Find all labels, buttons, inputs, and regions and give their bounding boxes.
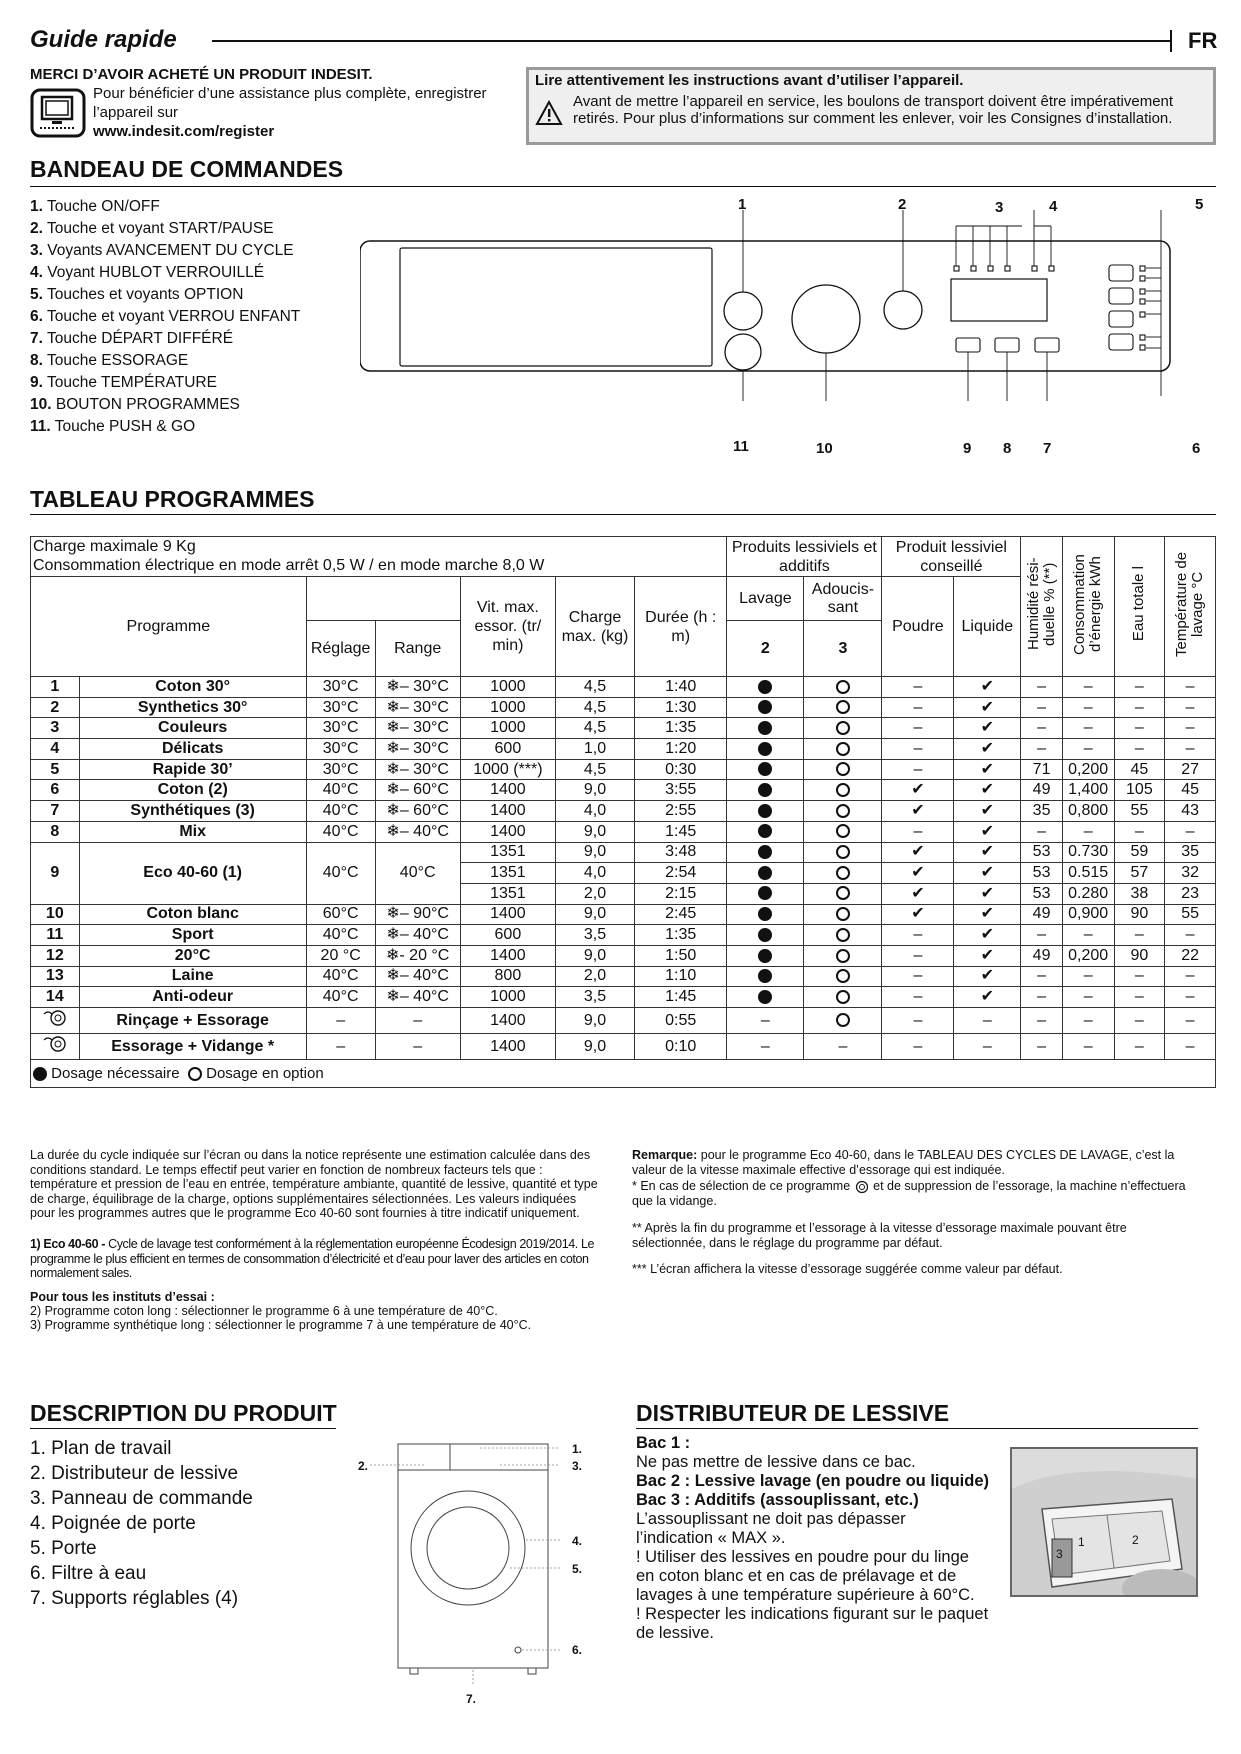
table-row: 14 Anti-odeur 40°C ❄– 40°C 1000 3,5 1:45 – ✔ – – – – (31, 987, 1216, 1008)
dosage-required-icon (758, 990, 772, 1004)
notes-remarque: Remarque: pour le programme Eco 40-60, dans le TABLEAU DES CYCLES DE LAVAGE, c’est la valeur de la vitesse maximale effective d’essorage qui est indiquée. (632, 1148, 1175, 1177)
monitor-icon (30, 88, 86, 145)
table-row: 10 Coton blanc 60°C ❄– 90°C 1400 9,0 2:45 ✔ ✔ 49 0,900 90 55 (31, 904, 1216, 925)
header-produit-conseille: Produit lessiviel conseillé (882, 537, 1021, 577)
panel-legend-item: 8. Touche ESSORAGE (30, 352, 189, 369)
dosage-optional-icon (836, 680, 850, 694)
detergent-drawer-image (1010, 1447, 1198, 1597)
header-duree: Durée (h : m) (635, 577, 727, 677)
header-programme: Programme (31, 577, 307, 677)
callout-6: 6 (1192, 440, 1201, 457)
table-row: 1 Coton 30° 30°C ❄– 30°C 1000 4,5 1:40 – ✔ – – – – (31, 677, 1216, 698)
panel-legend-item: 10. BOUTON PROGRAMMES (30, 396, 240, 413)
warning-line-1: Avant de mettre l’appareil en service, les boulons de transport doivent être impérativement (573, 93, 1174, 110)
header-liquide: Liquide (954, 577, 1021, 677)
dosage-required-icon (758, 824, 772, 838)
warning-box (526, 67, 1216, 145)
dosage-required-icon (758, 845, 772, 859)
panel-legend-list (30, 196, 300, 438)
callout-4: 4 (1049, 198, 1058, 215)
dosage-required-icon (758, 928, 772, 942)
desc-callout-1: 1. (572, 1442, 583, 1456)
description-item: 3. Panneau de commande (30, 1488, 253, 1509)
header-range: Range (375, 621, 460, 677)
dosage-required-icon (758, 804, 772, 818)
spin-drain-icon (40, 1041, 70, 1058)
header-poudre: Poudre (882, 577, 954, 677)
dosage-optional-icon (836, 783, 850, 797)
notes-star-1: * En cas de sélection de ce programme et de suppression de l’essorage, la machine n’effectuera que la vidange. (632, 1179, 1186, 1208)
table-row: 3 Couleurs 30°C ❄– 30°C 1000 4,5 1:35 – ✔ – – – – (31, 718, 1216, 739)
charge-max: Charge maximale 9 Kg (33, 538, 196, 555)
desc-callout-7: 7. (466, 1692, 477, 1706)
description-item: 1. Plan de travail (30, 1438, 172, 1459)
dosage-optional-icon (836, 762, 850, 776)
notes-star-2: ** Après la fin du programme et l’essorage à la vitesse d’essorage maximale pouvant être sélectionnée, dans le réglage du programme par défaut. (632, 1221, 1127, 1250)
dosage-legend: Dosage nécessaire Dosage en option (31, 1060, 1216, 1088)
table-row: Essorage + Vidange * – – 1400 9,0 0:10 – – – – – – – – (31, 1034, 1216, 1060)
callout-7: 7 (1043, 440, 1052, 457)
table-row: 8 Mix 40°C ❄– 40°C 1400 9,0 1:45 – ✔ – – – – (31, 821, 1216, 842)
page-title: Guide rapide (30, 26, 177, 53)
description-item: 5. Porte (30, 1538, 97, 1559)
dosage-optional-icon (836, 949, 850, 963)
header-conso-kwh: Consommation d’énergie kWh (1071, 553, 1105, 655)
table-row: 9 Eco 40-60 (1) 40°C 40°C 1351 9,0 3:48 ✔ ✔ 53 0.730 59 35 (31, 842, 1216, 863)
table-row: 6 Coton (2) 40°C ❄– 60°C 1400 9,0 3:55 ✔ ✔ 49 1,400 105 45 (31, 780, 1216, 801)
panel-legend-item: 5. Touches et voyants OPTION (30, 286, 244, 303)
description-list (30, 1436, 253, 1611)
panel-legend-item: 1. Touche ON/OFF (30, 198, 160, 215)
callout-3: 3 (995, 199, 1004, 216)
header-lavage: Lavage (727, 577, 804, 621)
description-item: 2. Distributeur de lessive (30, 1463, 239, 1484)
header-bac-3: 3 (804, 621, 882, 677)
header-charge: Charge max. (kg) (556, 577, 635, 677)
panel-legend-item: 7. Touche DÉPART DIFFÉRÉ (30, 330, 234, 347)
spin-icon (854, 1180, 870, 1194)
dosage-optional-icon (836, 824, 850, 838)
header-temperature: Température de lavage °C (1173, 551, 1207, 657)
desc-callout-2: 2. (358, 1459, 369, 1473)
description-item: 6. Filtre à eau (30, 1563, 147, 1584)
callout-5: 5 (1195, 196, 1204, 213)
desc-callout-4: 4. (572, 1534, 583, 1548)
callout-9: 9 (963, 440, 972, 457)
notes-eco: 1) Eco 40-60 - Cycle de lavage test conformément à la réglementation européenne Écodesign 2019/2014. Le programme le plus efficient en termes de consommation d’électricité et d’eau pour laver des articles en coton normalement sales. (30, 1237, 595, 1280)
table-row: Rinçage + Essorage – – 1400 9,0 0:55 – – – – – – – (31, 1008, 1216, 1034)
dosage-optional-icon (836, 700, 850, 714)
panel-legend-item: 4. Voyant HUBLOT VERROUILLÉ (30, 264, 265, 281)
washing-machine-diagram (350, 1440, 590, 1695)
desc-callout-6: 6. (572, 1643, 583, 1657)
notes-institutes-1: 2) Programme coton long : sélectionner le programme 6 à une température de 40°C. (30, 1304, 498, 1318)
dosage-required-icon (758, 742, 772, 756)
dosage-optional-icon (836, 804, 850, 818)
header-vit: Vit. max. essor. (tr/ min) (460, 577, 555, 677)
description-item: 7. Supports réglables (4) (30, 1588, 239, 1609)
table-row: 7 Synthétiques (3) 40°C ❄– 60°C 1400 4,0 2:55 ✔ ✔ 35 0,800 55 43 (31, 801, 1216, 822)
language-code: FR (1188, 28, 1218, 53)
callout-11: 11 (733, 438, 749, 455)
header-produits: Produits lessiviels et additifs (727, 537, 882, 577)
dosage-optional-icon (836, 721, 850, 735)
dosage-required-icon (758, 907, 772, 921)
table-row: 11 Sport 40°C ❄– 40°C 600 3,5 1:35 – ✔ – – – – (31, 925, 1216, 946)
header-reglage: Réglage (306, 621, 375, 677)
control-panel-diagram (360, 196, 1220, 471)
panel-legend-item: 11. Touche PUSH & GO (30, 418, 196, 435)
thanks-text: MERCI D’AVOIR ACHETÉ UN PRODUIT INDESIT. (30, 66, 373, 83)
table-heading: TABLEAU PROGRAMMES (30, 486, 315, 512)
table-row: 4 Délicats 30°C ❄– 30°C 600 1,0 1:20 – ✔ – – – – (31, 739, 1216, 760)
desc-callout-5: 5. (572, 1562, 583, 1576)
dosage-required-icon (33, 1067, 47, 1081)
callout-1: 1 (738, 196, 747, 213)
dosage-optional-icon (836, 845, 850, 859)
dosage-required-icon (758, 680, 772, 694)
distributor-heading: DISTRIBUTEUR DE LESSIVE (636, 1400, 950, 1426)
header-adoucissant: Adoucis- sant (804, 577, 882, 621)
dosage-optional-icon (836, 886, 850, 900)
panel-legend-item: 3. Voyants AVANCEMENT DU CYCLE (30, 242, 294, 259)
desc-callout-3: 3. (572, 1459, 583, 1473)
header-humidite: Humidité rési- duelle % (**) (1024, 557, 1058, 651)
notes-duration: La durée du cycle indiquée sur l’écran ou dans la notice représente une estimation calculée dans des conditions standard. Le temps effectif peut varier en fonction de nombreux facteurs tels que : température et pression de l’eau en entrée, température ambiante, quantité de lessive, quantité et type de charge, équilibrage de la charge, options supplémentaires sélectionnées. Les valeurs indiquées pour les programmes autres que le programme Eco 40-60 sont fournies à titre indicatif uniquement. (30, 1148, 598, 1220)
warning-line-2: retirés. Pour plus d’informations sur comment les enlever, voir les Consignes d’installation. (573, 110, 1173, 127)
header-bac-2: 2 (727, 621, 804, 677)
header-eau: Eau totale l (1130, 566, 1148, 642)
dosage-required-icon (758, 866, 772, 880)
notes-star-3: *** L’écran affichera la vitesse d’essorage suggérée comme valeur par défaut. (632, 1262, 1063, 1276)
warning-icon (535, 100, 563, 130)
rinse-spin-icon (40, 1015, 70, 1032)
callout-10: 10 (816, 440, 833, 457)
dosage-optional-icon (188, 1067, 202, 1081)
callout-2: 2 (898, 196, 907, 213)
dosage-required-icon (758, 949, 772, 963)
callout-8: 8 (1003, 440, 1012, 457)
panel-heading: BANDEAU DE COMMANDES (30, 156, 344, 182)
dosage-optional-icon (836, 969, 850, 983)
dosage-required-icon (758, 783, 772, 797)
dosage-optional-icon (836, 866, 850, 880)
register-line-2: l’appareil sur (93, 104, 179, 121)
table-row: 12 20°C 20 °C ❄- 20 °C 1400 9,0 1:50 – ✔ 49 0,200 90 22 (31, 945, 1216, 966)
dosage-optional-icon (836, 907, 850, 921)
dosage-required-icon (758, 886, 772, 900)
table-row: 1351 4,0 2:54 ✔ ✔ 53 0.515 57 32 (31, 863, 1216, 884)
dosage-required-icon (758, 969, 772, 983)
drawer-bac-1: 1 (1078, 1535, 1085, 1549)
drawer-bac-3: 3 (1056, 1547, 1063, 1561)
panel-legend-item: 6. Touche et voyant VERROU ENFANT (30, 308, 301, 325)
header-rule (212, 40, 1170, 42)
notes-institutes-2: 3) Programme synthétique long : sélectionner le programme 7 à une température de 40°C. (30, 1318, 532, 1332)
table-row: 13 Laine 40°C ❄– 40°C 800 2,0 1:10 – ✔ – – – – (31, 966, 1216, 987)
dosage-optional-icon (836, 990, 850, 1004)
register-line-1: Pour bénéficier d’une assistance plus complète, enregistrer (93, 85, 487, 102)
description-heading: DESCRIPTION DU PRODUIT (30, 1400, 337, 1426)
panel-legend-item: 9. Touche TEMPÉRATURE (30, 374, 217, 391)
programme-table (30, 536, 1216, 1088)
description-item: 4. Poignée de porte (30, 1513, 196, 1534)
dosage-required-icon (758, 700, 772, 714)
table-row: 1351 2,0 2:15 ✔ ✔ 53 0.280 38 23 (31, 883, 1216, 904)
distributor-text: Bac 1 : Ne pas mettre de lessive dans ce bac. Bac 2 : Lessive lavage (en poudre ou liquide) Bac 3 : Additifs (assouplissant, etc.) L’assouplissant ne doit pas dépasser l’indication « MAX ». ! Utiliser des lessives en poudre pour du linge en coton blanc et en cas de prélavage et de lavages à une température supérieure à 60°C. ! Respecter les indications figurant sur le paquet de lessive. (636, 1434, 990, 1642)
panel-legend-item: 2. Touche et voyant START/PAUSE (30, 220, 274, 237)
conso-electrique: Consommation électrique en mode arrêt 0,5 W / en mode marche 8,0 W (33, 557, 545, 574)
dosage-required-icon (758, 721, 772, 735)
warning-heading: Lire attentivement les instructions avant d’utiliser l’appareil. (535, 72, 964, 89)
drawer-bac-2: 2 (1132, 1533, 1139, 1547)
table-row: 2 Synthetics 30° 30°C ❄– 30°C 1000 4,5 1:30 – ✔ – – – – (31, 697, 1216, 718)
dosage-optional-icon (836, 928, 850, 942)
dosage-optional-icon (836, 742, 850, 756)
register-url[interactable]: www.indesit.com/register (93, 123, 275, 140)
dosage-optional-icon (836, 1013, 850, 1027)
table-row: 5 Rapide 30’ 30°C ❄– 30°C 1000 (***) 4,5 0:30 – ✔ 71 0,200 45 27 (31, 759, 1216, 780)
dosage-required-icon (758, 762, 772, 776)
notes-institutes-label: Pour tous les instituts d’essai : (30, 1290, 215, 1304)
